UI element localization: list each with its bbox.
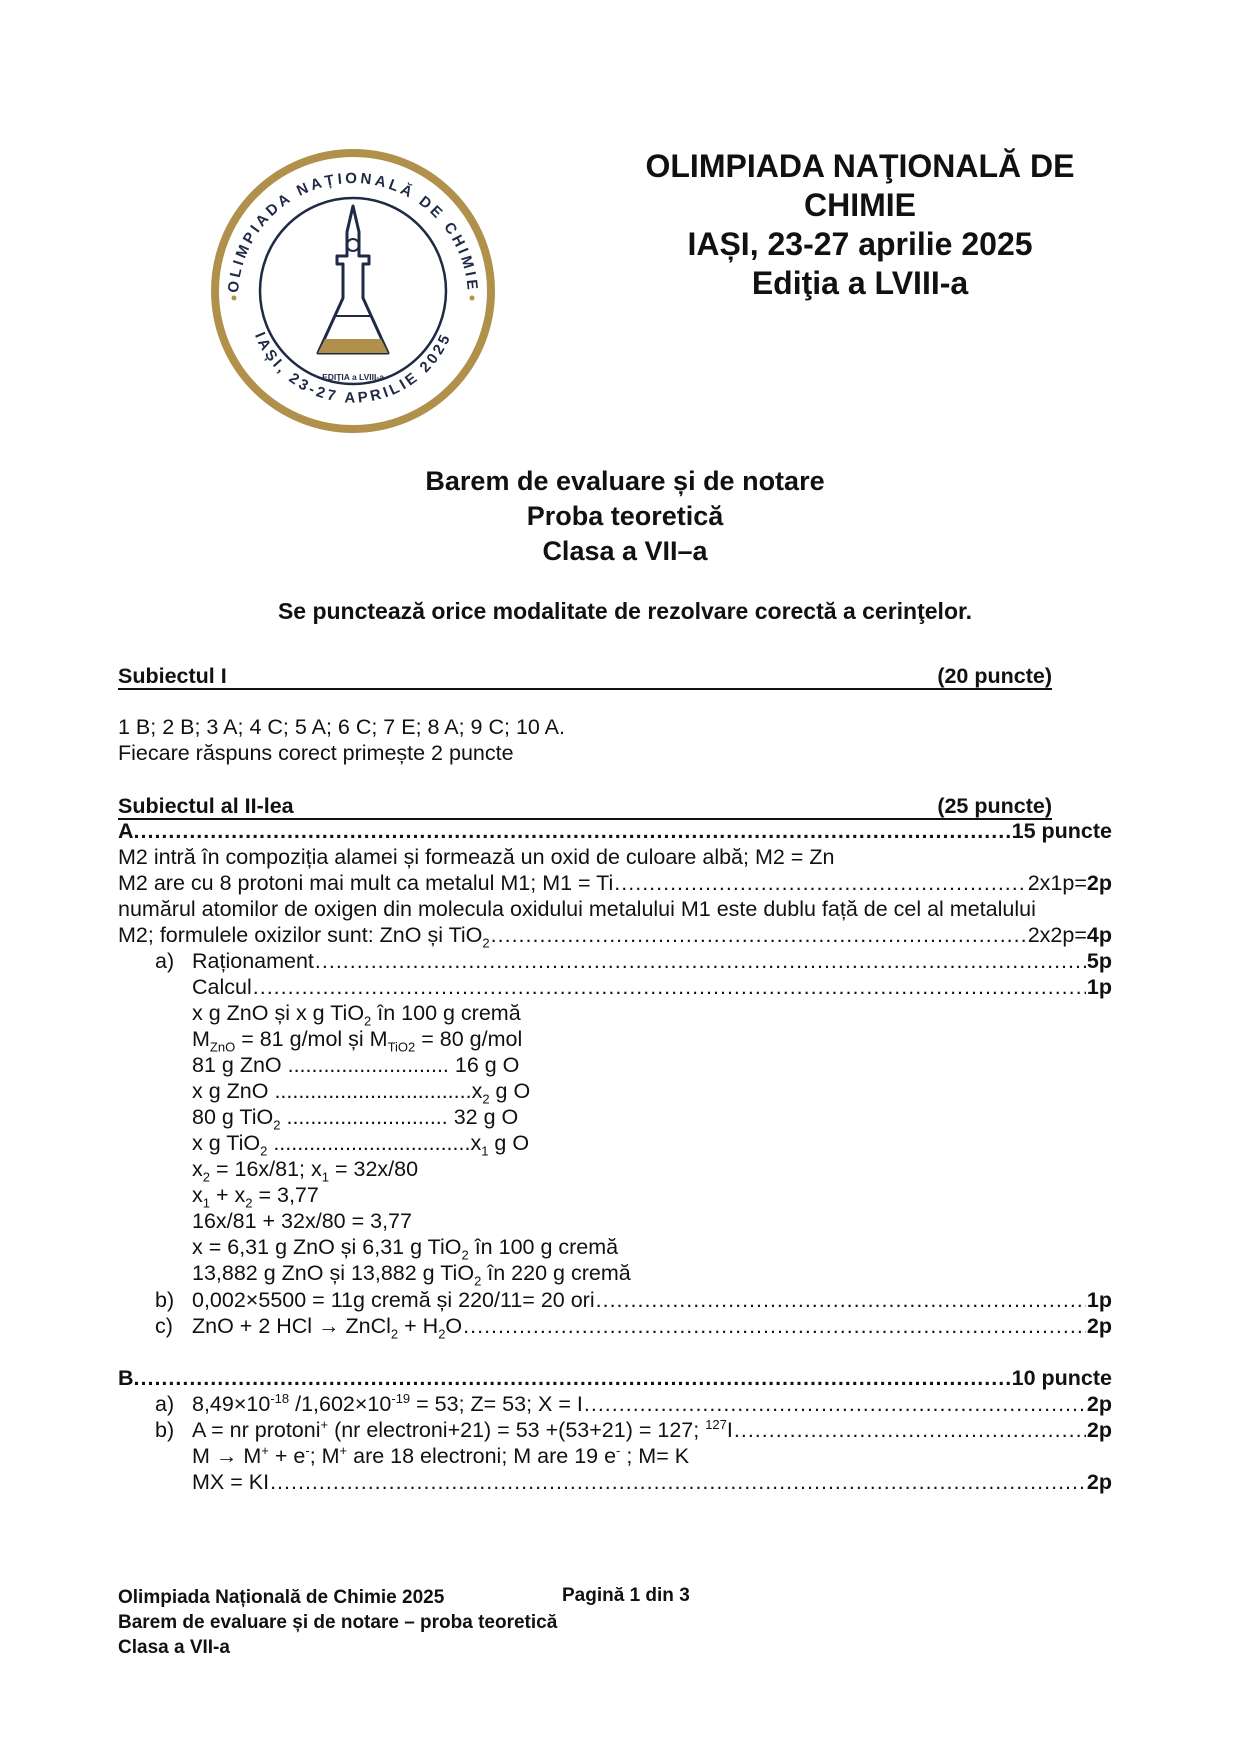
item-c-row <box>192 1313 1112 1342</box>
svg-text:EDIȚIA a LVIII-a: EDIȚIA a LVIII-a <box>322 372 384 382</box>
calc-line-3: 81 g ZnO ........................... 16 g O <box>192 1053 520 1077</box>
calc-line-6: x g TiO$_2$ $.................................x_1$ g O <box>192 1131 530 1159</box>
part-b-item-b-line-3-text: MX = KI <box>192 1470 270 1494</box>
dot-leader <box>584 1391 1086 1417</box>
title-line-1: OLIMPIADA NAŢIONALĂ DE <box>645 148 1075 184</box>
a-line-4-text: M2; formulele oxizilor sunt: ZnO și TiO <box>118 923 483 947</box>
part-b-item-a <box>192 1391 1112 1417</box>
item-b-marker: b) <box>155 1288 175 1312</box>
calcul-label: Calcul <box>192 975 252 999</box>
part-b-label: B. <box>118 1366 140 1390</box>
calc-line-7: $x_2 = 16x/81$; $x_1 = 32x/80$ <box>192 1157 419 1185</box>
footer-line-2: Barem de evaluare și de notare – proba teoretică <box>118 1612 558 1633</box>
part-a-points: 15 puncte <box>1011 819 1112 843</box>
footer-line-1: Olimpiada Națională de Chimie 2025 <box>118 1587 445 1608</box>
item-c-text: ZnO + 2 HCl → ZnCl$_2$ + $H_2O$ <box>192 1314 463 1342</box>
a-line-4-calc: 2x2p= <box>1027 923 1087 947</box>
part-b-item-a-points: 2p <box>1086 1392 1112 1416</box>
part-b-item-b-line-3-points: 2p <box>1086 1470 1112 1494</box>
section-2-points: (25 puncte) <box>937 794 1052 818</box>
part-b-item-b-points: 2p <box>1086 1418 1112 1442</box>
title-line-3: IAȘI, 23-27 aprilie 2025 <box>687 226 1033 262</box>
part-b-item-b-line-2: M → M+ + e-; M+ are 18 electroni; M are 19 e- ; M= K <box>192 1442 690 1468</box>
title-line-4: Ediţia a LVIII-a <box>751 265 969 301</box>
dot-leader <box>253 974 1086 1000</box>
item-a-rationament <box>192 948 1112 974</box>
part-b-item-a-text: $8,49\times 10^{-18}$ $/1,602\times 10^{-19} = 53$; Z= 53; X = I <box>192 1390 583 1416</box>
item-b-points: 1p <box>1086 1288 1112 1312</box>
olympiad-logo <box>210 148 496 434</box>
part-a-header <box>118 818 1112 844</box>
item-c-points: 2p <box>1086 1314 1112 1338</box>
part-b-item-a-marker: a) <box>155 1392 175 1416</box>
dot-leader <box>614 870 1026 896</box>
a-line-2-text: M2 are cu 8 protoni mai mult ca metalul M1; M1 = Ti <box>118 871 614 895</box>
svg-text:OLIMPIADA NAȚIONALĂ DE CHIMIE: OLIMPIADA NAȚIONALĂ DE CHIMIE <box>224 170 482 294</box>
part-b-item-b-text: A = nr protoni+ (nr electroni+21) = 53 +(53+21) = 127; $^{127}$I <box>192 1416 733 1442</box>
barem-line-1: Barem de evaluare și de notare <box>425 466 825 496</box>
item-a-calcul <box>192 974 1112 1000</box>
dot-leader <box>270 1469 1086 1495</box>
dot-leader <box>141 818 1011 844</box>
a-line-4 <box>118 922 1112 951</box>
subscript: 2 <box>482 935 490 951</box>
section-2-title: Subiectul al II-lea <box>118 794 294 818</box>
dot-leader <box>734 1417 1086 1443</box>
part-b-item-b-line-3 <box>192 1469 1112 1495</box>
barem-line-3: Clasa a VII–a <box>542 536 708 566</box>
calc-line-4: x g ZnO $.................................x_2$ g O <box>192 1079 531 1107</box>
a-line-2-calc: 2x1p= <box>1027 871 1087 895</box>
footer-line-3: Clasa a VII-a <box>118 1637 230 1658</box>
page-number: Pagină 1 din 3 <box>562 1585 690 1606</box>
a-line-2 <box>118 870 1112 896</box>
dot-leader <box>315 948 1086 974</box>
dot-leader <box>463 1313 1086 1339</box>
svg-text:IAȘI, 23-27 APRILIE 2025: IAȘI, 23-27 APRILIE 2025 <box>251 329 455 407</box>
item-b-text: 0,002×5500 = 11g cremă și 220/11= 20 ori <box>192 1288 595 1312</box>
document-title <box>600 147 1120 303</box>
calc-line-10: x = 6,31 g ZnO și 6,31 g TiO$_2$ în 100 g cremă <box>192 1235 619 1263</box>
calc-line-2: $M_{ZnO} = 81$ g/mol și $M_{TiO2} = 80$ g/mol <box>192 1027 523 1055</box>
a-line-4-points: 4p <box>1086 923 1112 947</box>
page-footer <box>118 1585 557 1660</box>
part-b-header <box>118 1365 1112 1391</box>
dot-leader <box>491 922 1027 948</box>
calc-line-1: x g ZnO și x g TiO$_2$ în 100 g cremă <box>192 1001 521 1029</box>
scoring-note: Se punctează orice modalitate de rezolvare corectă a cerinţelor. <box>277 598 973 624</box>
title-line-2: CHIMIE <box>804 187 916 223</box>
section-1-points: (20 puncte) <box>937 664 1052 688</box>
dot-leader <box>596 1287 1086 1313</box>
calc-line-8: $x_1 + x_2 = 3,77$ <box>192 1183 319 1211</box>
calc-line-9: 16x/81 + 32x/80 = 3,77 <box>192 1209 412 1233</box>
calcul-points: 1p <box>1086 975 1112 999</box>
a-line-2-points: 2p <box>1086 871 1112 895</box>
a-line-3: numărul atomilor de oxigen din molecula oxidului metalului M1 este dublu față de cel al metalului <box>118 897 1036 921</box>
section-1-header <box>118 664 1052 690</box>
item-c-marker: c) <box>155 1314 173 1338</box>
part-b-points: 10 puncte <box>1011 1366 1112 1390</box>
section-1-title: Subiectul I <box>118 664 227 688</box>
dot-leader <box>141 1365 1011 1391</box>
a-line-1: M2 intră în compoziția alamei și formează un oxid de culoare albă; M2 = Zn <box>118 845 835 869</box>
part-b-item-b <box>192 1417 1112 1443</box>
barem-heading <box>300 464 950 569</box>
barem-line-2: Proba teoretică <box>526 501 724 531</box>
section-2-header <box>118 794 1052 820</box>
part-b-item-b-marker: b) <box>155 1418 175 1442</box>
section-1-each: Fiecare răspuns corect primește 2 puncte <box>118 741 514 765</box>
part-a-label: A. <box>118 819 140 843</box>
section-1-answers: 1 B; 2 B; 3 A; 4 C; 5 A; 6 C; 7 E; 8 A; 9 C; 10 A. <box>118 715 565 739</box>
item-a-marker: a) <box>155 949 175 973</box>
item-b-row <box>192 1287 1112 1313</box>
calc-line-5: 80 g TiO$_2$ ........................... 32 g O <box>192 1105 519 1133</box>
rationament-points: 5p <box>1086 949 1112 973</box>
rationament-label: Raționament <box>192 949 314 973</box>
calc-line-11: 13,882 g ZnO și 13,882 g TiO$_2$ în 220 g cremă <box>192 1261 631 1289</box>
